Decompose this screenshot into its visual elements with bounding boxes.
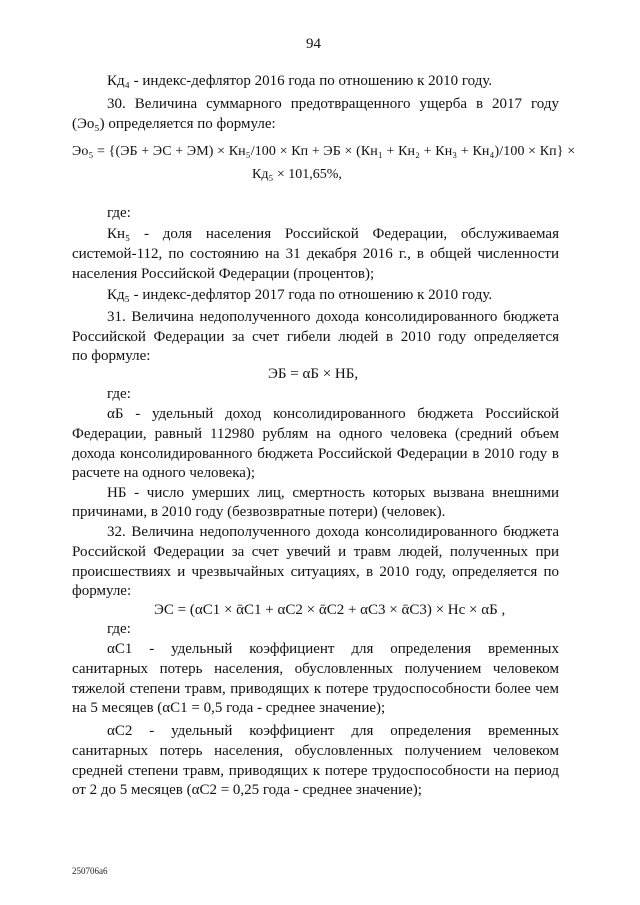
definition-ac2-line2: санитарных потерь населения, обусловленных получением человеком bbox=[72, 743, 559, 759]
formula-ec: ЭС = (αC1 × ᾱC1 + αC2 × ᾱC2 + αC3 × ᾱC3) × Нс × αБ , bbox=[154, 602, 506, 618]
paragraph-32-line4: формуле: bbox=[72, 583, 132, 599]
formula-eo5-line1: Эо₅ = {(ЭБ + ЭС + ЭМ) × Кн₅/100 × Кп + ЭБ × (Кн₁ + Кн₂ + Кн₃ + Кн₄)/100 × Кп} × bbox=[72, 144, 576, 159]
paragraph-kd4: Кд₄ - индекс-дефлятор 2016 года по отношению к 2010 году. bbox=[107, 73, 493, 89]
paragraph-31-line1: 31. Величина недополученного дохода консолидированного бюджета bbox=[107, 309, 559, 325]
paragraph-32-line2: Российской Федерации за счет увечий и травм людей, полученных при bbox=[72, 544, 559, 560]
definition-ac1-line1: αC1 - удельный коэффициент для определения временных bbox=[107, 641, 559, 657]
paragraph-31-line3: по формуле: bbox=[72, 348, 151, 364]
where-label-3: где: bbox=[107, 621, 131, 637]
definition-kn5-line2: системой-112, по состоянию на 31 декабря 2016 г., в общей численности bbox=[72, 246, 559, 262]
definition-nb-line2: причинами, в 2010 году (безвозвратные потери) (человек). bbox=[72, 504, 446, 520]
definition-ac2-line3: средней степени травм, приводящих к потере трудоспособности на период bbox=[72, 763, 559, 779]
paragraph-30-line2: (Эо₅) определяется по формуле: bbox=[72, 116, 276, 132]
definition-kn5-line3: населения Российской Федерации (процентов); bbox=[72, 266, 375, 282]
paragraph-32-line1: 32. Величина недополученного дохода консолидированного бюджета bbox=[107, 524, 559, 540]
where-label-2: где: bbox=[107, 386, 131, 402]
paragraph-31-line2: Российской Федерации за счет гибели людей в 2010 году определяется bbox=[72, 329, 559, 345]
where-label-1: где: bbox=[107, 205, 131, 221]
footer-code: 250706a6 bbox=[72, 866, 108, 876]
definition-nb-line1: НБ - число умерших лиц, смертность которых вызвана внешними bbox=[107, 485, 559, 501]
definition-alpha-b-line2: Федерации, равный 112980 рублям на одного человека (средний объем bbox=[72, 426, 559, 442]
definition-ac1-line3: тяжелой степени травм, приводящих к потере трудоспособности более чем bbox=[72, 681, 559, 697]
formula-eo5-line2: Кд₅ × 101,65%, bbox=[252, 167, 342, 182]
definition-ac2-line1: αC2 - удельный коэффициент для определения временных bbox=[107, 723, 559, 739]
definition-ac1-line4: на 5 месяцев (αC1 = 0,5 года - среднее значение); bbox=[72, 700, 386, 716]
definition-alpha-b-line4: расчете на одного человека); bbox=[72, 465, 256, 481]
definition-ac2-line4: от 2 до 5 месяцев (αC2 = 0,25 года - среднее значение); bbox=[72, 782, 422, 798]
definition-alpha-b-line1: αБ - удельный доход консолидированного бюджета Российской bbox=[107, 406, 559, 422]
definition-alpha-b-line3: дохода консолидированного бюджета Российской Федерации в 2010 году в bbox=[72, 446, 559, 462]
formula-eb: ЭБ = αБ × НБ, bbox=[268, 366, 359, 382]
definition-kn5-line1: Кн₅ - доля населения Российской Федерации, обслуживаемая bbox=[107, 226, 559, 242]
paragraph-32-line3: происшествиях и чрезвычайных ситуациях, в 2010 году, определяется по bbox=[72, 564, 559, 580]
definition-ac1-line2: санитарных потерь населения, обусловленных получением человеком bbox=[72, 661, 559, 677]
paragraph-30-line1: 30. Величина суммарного предотвращенного ущерба в 2017 году bbox=[107, 96, 559, 112]
page-number: 94 bbox=[306, 36, 321, 52]
definition-kd5: Кд₅ - индекс-дефлятор 2017 года по отношению к 2010 году. bbox=[107, 287, 493, 303]
